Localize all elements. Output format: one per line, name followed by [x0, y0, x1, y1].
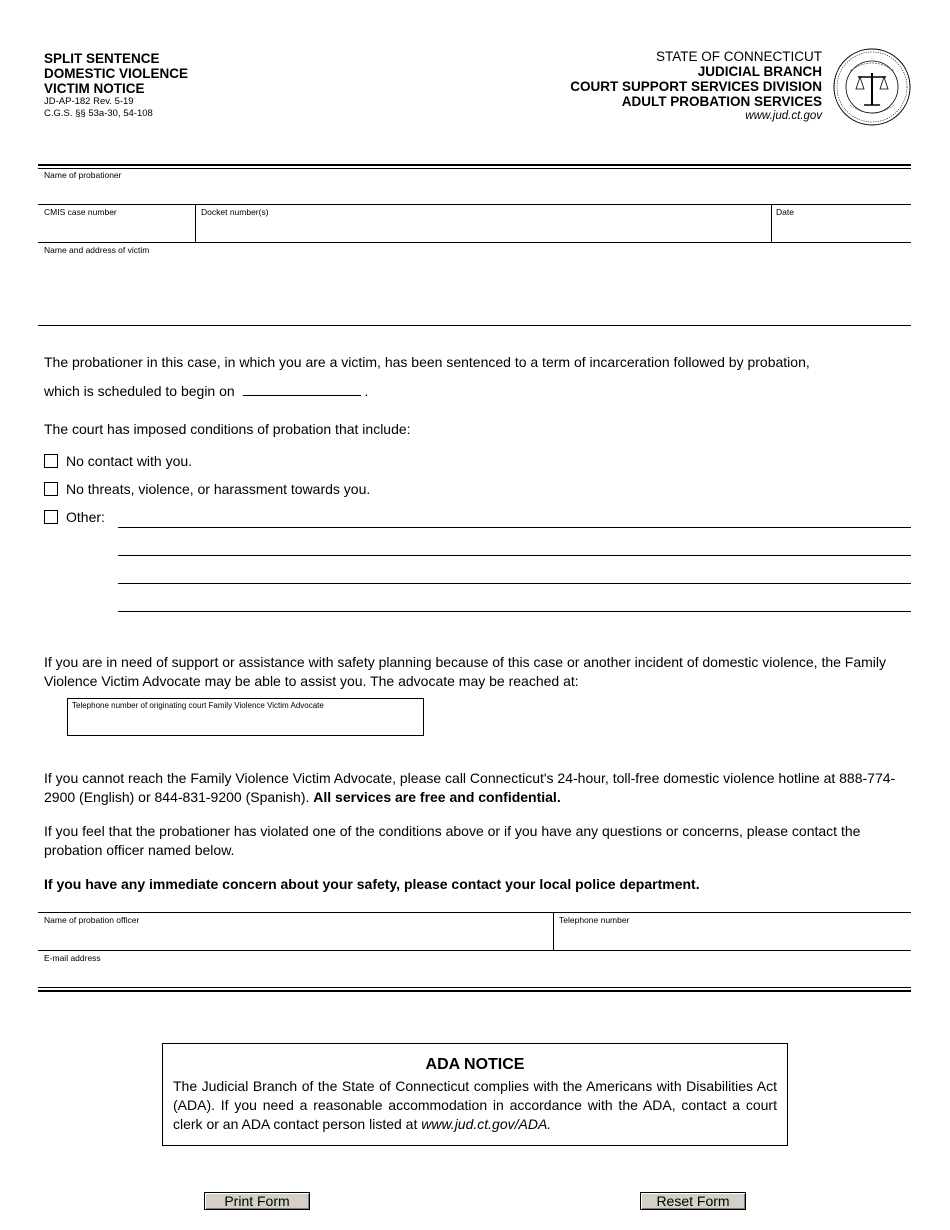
row-divider: [38, 325, 911, 326]
sentence-text: The probationer in this case, in which you are a victim, has been sentenced to a term of incarceration followed by probation,: [44, 354, 810, 370]
form-number: JD-AP-182 Rev. 5-19: [44, 96, 134, 107]
victim-name-address-label: Name and address of victim: [44, 245, 150, 255]
date-label: Date: [776, 207, 794, 217]
reset-form-button[interactable]: Reset Form: [640, 1192, 746, 1210]
advocate-phone-field[interactable]: [67, 698, 424, 736]
email-field[interactable]: [40, 964, 910, 986]
other-condition-line-3[interactable]: [118, 583, 911, 584]
probation-start-date-field[interactable]: [243, 383, 361, 396]
ada-notice-box: [162, 1043, 788, 1146]
ada-title: ADA NOTICE: [425, 1056, 525, 1073]
website: www.jud.ct.gov: [745, 110, 822, 122]
condition-row: [44, 509, 105, 525]
victim-name-address-field[interactable]: [40, 256, 910, 322]
agency-block: [570, 49, 822, 124]
officer-phone-field[interactable]: [556, 926, 910, 948]
hotline-free-note: All services are free and confidential.: [313, 789, 561, 805]
top-rule-thin: [38, 168, 911, 169]
schedule-period: .: [364, 383, 369, 399]
no-contact-checkbox[interactable]: [44, 454, 58, 468]
advocate-phone-label: Telephone number of originating court Family Violence Victim Advocate: [72, 701, 324, 710]
date-field[interactable]: [774, 218, 910, 240]
form-title-line-1: SPLIT SENTENCE: [44, 51, 160, 66]
other-checkbox[interactable]: [44, 510, 58, 524]
support-text: If you are in need of support or assistance with safety planning because of this case or another incident of domestic violence, the Family Violence Victim Advocate may be able to assist you. The advocate may be reached at:: [44, 654, 887, 689]
print-form-button[interactable]: Print Form: [204, 1192, 310, 1210]
schedule-label: which is scheduled to begin on: [44, 383, 235, 399]
bottom-rule-thick: [38, 990, 911, 992]
email-label: E-mail address: [44, 953, 101, 963]
ada-text: [173, 1077, 777, 1134]
no-threats-label: No threats, violence, or harassment towards you.: [66, 481, 371, 497]
other-condition-line-1[interactable]: [118, 527, 911, 528]
form-title-block: [44, 51, 188, 120]
officer-phone-label: Telephone number: [559, 915, 630, 925]
form-title-line-2: DOMESTIC VIOLENCE: [44, 66, 189, 81]
column-divider: [771, 204, 772, 242]
state-name: STATE OF CONNECTICUT: [656, 49, 822, 64]
division-name: COURT SUPPORT SERVICES DIVISION: [570, 79, 822, 94]
hotline-text: If you cannot reach the Family Violence Victim Advocate, please call Connecticut's 24-hour, toll-free domestic violence hotline at 888-774-2900 (English) or 844-831-9200 (Spanish).: [44, 770, 896, 805]
other-condition-line-4[interactable]: [118, 611, 911, 612]
conditions-intro: The court has imposed conditions of probation that include:: [44, 421, 411, 437]
statutes: C.G.S. §§ 53a-30, 54-108: [44, 108, 153, 119]
form-title-line-3: VICTIM NOTICE: [44, 81, 145, 96]
officer-name-label: Name of probation officer: [44, 915, 140, 925]
branch-name: JUDICIAL BRANCH: [697, 64, 822, 79]
judicial-seal-icon: [832, 47, 912, 127]
cmis-case-number-field[interactable]: [40, 218, 193, 240]
violation-text: If you feel that the probationer has violated one of the conditions above or if you have any questions or concerns, please contact the probation officer named below.: [44, 823, 861, 858]
ada-url: www.jud.ct.gov/ADA.: [421, 1116, 552, 1132]
column-divider: [553, 912, 554, 950]
top-rule: [38, 164, 911, 166]
row-divider: [38, 204, 911, 205]
no-threats-checkbox[interactable]: [44, 482, 58, 496]
docket-number-field[interactable]: [198, 218, 768, 240]
docket-number-label: Docket number(s): [201, 207, 269, 217]
other-condition-line-2[interactable]: [118, 555, 911, 556]
safety-text: If you have any immediate concern about your safety, please contact your local police department.: [44, 876, 700, 892]
schedule-text: [44, 382, 916, 401]
column-divider: [195, 204, 196, 242]
probationer-name-field[interactable]: [40, 182, 910, 204]
ada-body: The Judicial Branch of the State of Connecticut complies with the Americans with Disabilities Act (ADA). If you need a reasonable accommodation in accordance with the ADA, contact a court clerk or an ADA contact person listed at: [173, 1078, 777, 1132]
cmis-case-number-label: CMIS case number: [44, 207, 117, 217]
services-name: ADULT PROBATION SERVICES: [621, 94, 822, 109]
probationer-name-label: Name of probationer: [44, 170, 122, 180]
condition-row: [44, 481, 370, 497]
hotline-paragraph: [44, 769, 916, 807]
row-divider: [38, 912, 911, 913]
officer-name-field[interactable]: [40, 926, 550, 948]
row-divider: [38, 950, 911, 951]
row-divider: [38, 242, 911, 243]
other-label: Other:: [66, 509, 105, 525]
no-contact-label: No contact with you.: [66, 453, 193, 469]
condition-row: [44, 453, 192, 469]
bottom-rule: [38, 987, 911, 988]
